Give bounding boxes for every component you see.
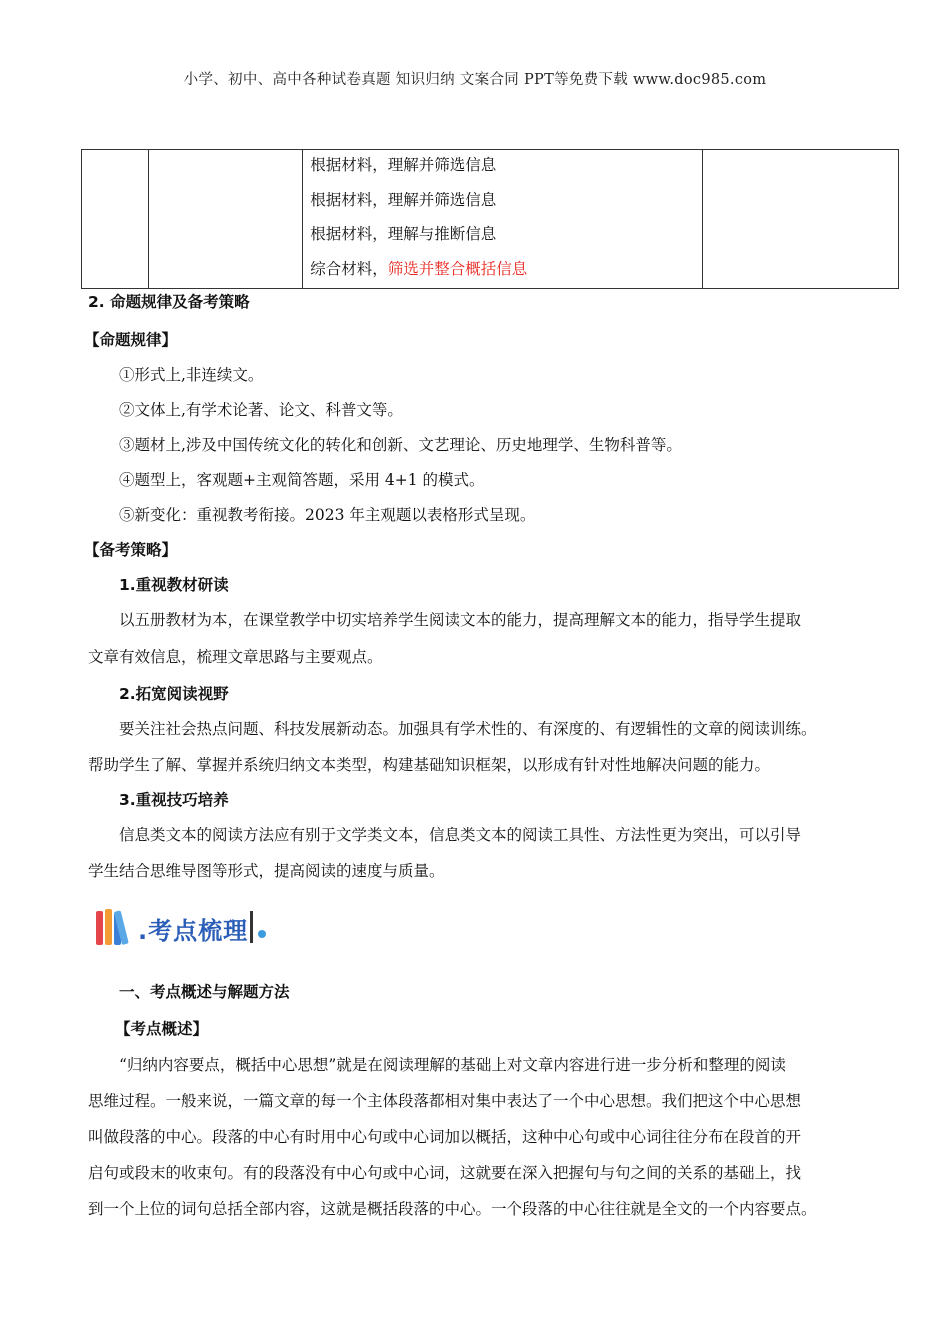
- rule-item: ②文体上,有学术论著、论文、科普文等。: [119, 401, 403, 419]
- table-cell-empty: [149, 150, 303, 289]
- table-line: [303, 150, 701, 185]
- strategy-title: 1.重视教材研读: [119, 576, 229, 594]
- overview-line: 叫做段落的中心。段落的中心有时用中心句或中心词加以概括，这种中心句或中心词往往分布在段首的开: [88, 1128, 802, 1146]
- strategy-line: 要关注社会热点问题、科技发展新动态。加强具有学术性的、有深度的、有逻辑性的文章的阅读训练。: [119, 720, 817, 738]
- strategy-heading: 【备考策略】: [84, 541, 178, 559]
- overview-line: 思维过程。一般来说，一篇文章的每一个主体段落都相对集中表达了一个中心思想。我们把这个中心思想: [88, 1092, 802, 1110]
- book-icon: [105, 909, 112, 945]
- table-cell-empty: [702, 150, 898, 289]
- strategy-line: 信息类文本的阅读方法应有别于文学类文本，信息类文本的阅读工具性、方法性更为突出，可以引导: [119, 826, 802, 844]
- table-cell-requirements: [303, 150, 702, 289]
- table-line-text: 综合材料，: [310, 259, 388, 278]
- rule-item: ③题材上,涉及中国传统文化的转化和创新、文艺理论、历史地理学、生物科普等。: [119, 436, 682, 454]
- table-line-text: 根据材料，理解与推断信息: [310, 225, 497, 243]
- part-subheading: 【考点概述】: [115, 1020, 209, 1038]
- requirements-table: [81, 149, 899, 289]
- logo-divider: [250, 911, 253, 943]
- page-header: 小学、初中、高中各种试卷真题 知识归纳 文案合同 PPT等免费下载 www.doc985.com: [183, 72, 767, 88]
- strategy-line: 文章有效信息，梳理文章思路与主要观点。: [88, 648, 383, 666]
- table-line: [303, 219, 701, 254]
- part-title: 一、考点概述与解题方法: [119, 983, 290, 1001]
- logo-dot-icon: [258, 930, 266, 938]
- table-line: [303, 185, 701, 220]
- rules-heading: 【命题规律】: [84, 331, 178, 349]
- section-logo: [96, 905, 276, 945]
- section-title: 2. 命题规律及备考策略: [88, 293, 250, 311]
- strategy-line: 帮助学生了解、掌握并系统归纳文本类型，构建基础知识框架，以形成有针对性地解决问题的能力。: [88, 756, 771, 774]
- strategy-line: 学生结合思维导图等形式，提高阅读的速度与质量。: [88, 862, 445, 880]
- table-line: [303, 254, 701, 289]
- table-cell-empty: [82, 150, 149, 289]
- overview-line: “归纳内容要点，概括中心思想”就是在阅读理解的基础上对文章内容进行进一步分析和整理的阅读: [119, 1056, 786, 1074]
- book-icon: [96, 911, 103, 945]
- logo-text: .考点梳理: [138, 917, 249, 945]
- table-line-text: 根据材料，理解并筛选信息: [310, 156, 497, 174]
- strategy-line: 以五册教材为本，在课堂教学中切实培养学生阅读文本的能力，提高理解文本的能力，指导学生提取: [119, 611, 802, 629]
- rule-item: ①形式上,非连续文。: [119, 366, 264, 384]
- strategy-title: 3.重视技巧培养: [119, 791, 229, 809]
- strategy-title: 2.拓宽阅读视野: [119, 685, 229, 703]
- rule-item: ④题型上，客观题+主观简答题，采用 4+1 的模式。: [119, 471, 485, 489]
- table-line-text: 根据材料，理解并筛选信息: [310, 190, 497, 209]
- rule-item: ⑤新变化：重视教考衔接。2023 年主观题以表格形式呈现。: [119, 506, 536, 524]
- overview-line: 启句或段末的收束句。有的段落没有中心句或中心词，这就要在深入把握句与句之间的关系的基础上，找: [88, 1164, 802, 1182]
- table-line-highlight: 筛选并整合概括信息: [387, 259, 528, 278]
- overview-line: 到一个上位的词句总括全部内容，这就是概括段落的中心。一个段落的中心往往就是全文的一个内容要点。: [88, 1200, 817, 1218]
